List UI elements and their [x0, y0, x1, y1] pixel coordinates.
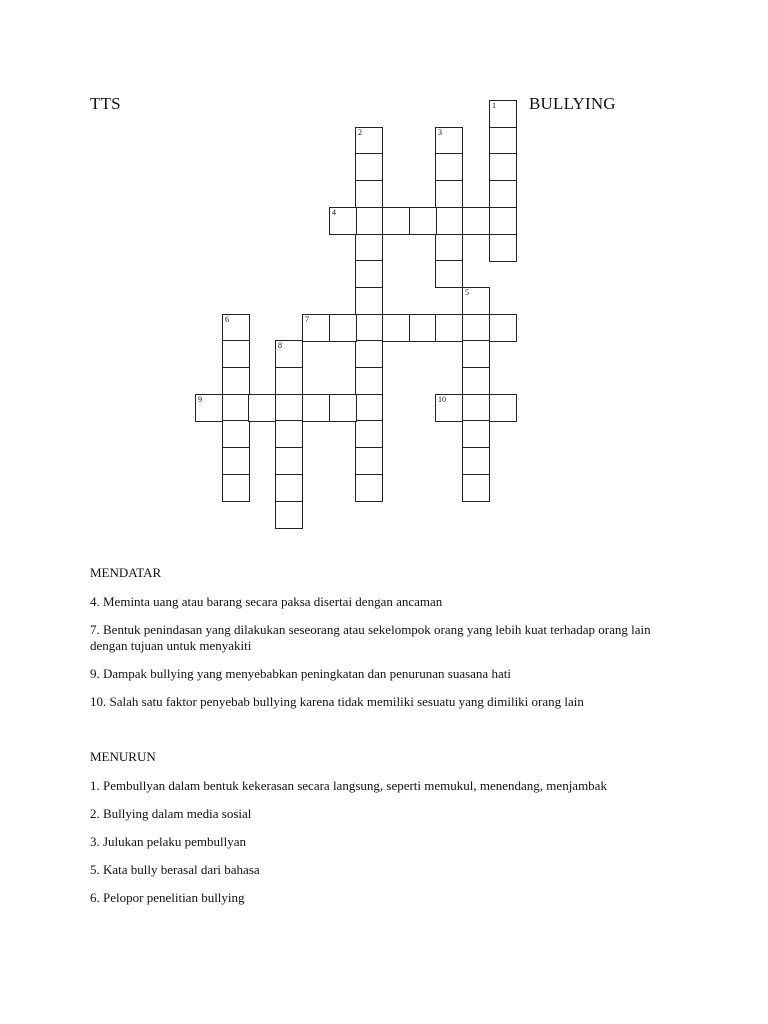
- grid-cell[interactable]: [275, 501, 303, 529]
- page-title-tts: TTS: [90, 94, 121, 113]
- grid-cell[interactable]: [355, 180, 383, 208]
- grid-cell[interactable]: [222, 447, 250, 475]
- grid-cell[interactable]: [462, 314, 490, 342]
- grid-cell[interactable]: [329, 207, 357, 235]
- grid-cell[interactable]: [462, 367, 490, 395]
- grid-cell[interactable]: [275, 340, 303, 368]
- grid-cell[interactable]: [489, 127, 517, 155]
- grid-cell[interactable]: [355, 260, 383, 288]
- grid-cell[interactable]: [275, 394, 303, 422]
- grid-cell[interactable]: [195, 394, 223, 422]
- grid-cell[interactable]: [222, 394, 250, 422]
- grid-cell[interactable]: [489, 234, 517, 262]
- grid-cell[interactable]: [222, 474, 250, 502]
- grid-cell[interactable]: [462, 207, 490, 235]
- grid-cell[interactable]: [435, 207, 463, 235]
- grid-cell[interactable]: [355, 394, 383, 422]
- clue-number-2: 2: [358, 128, 362, 137]
- down-clue-1: 1. Pembullyan dalam bentuk kekerasan secara langsung, seperti memukul, menendang, menjambak: [90, 778, 607, 793]
- grid-cell[interactable]: [462, 287, 490, 315]
- grid-cell[interactable]: [489, 153, 517, 181]
- grid-cell[interactable]: [462, 394, 490, 422]
- grid-cell[interactable]: [329, 394, 357, 422]
- clues-down-section: [90, 749, 680, 918]
- grid-cell[interactable]: [355, 447, 383, 475]
- grid-cell[interactable]: [275, 474, 303, 502]
- grid-cell[interactable]: [355, 127, 383, 155]
- across-clue-9: 9. Dampak bullying yang menyebabkan peningkatan dan penurunan suasana hati: [90, 666, 511, 681]
- grid-cell[interactable]: [435, 260, 463, 288]
- grid-cell[interactable]: [355, 207, 383, 235]
- clues-across-section: [90, 565, 680, 722]
- clue-number-6: 6: [225, 315, 229, 324]
- grid-cell[interactable]: [355, 340, 383, 368]
- grid-cell[interactable]: [435, 180, 463, 208]
- grid-cell[interactable]: [275, 420, 303, 448]
- grid-cell[interactable]: [355, 367, 383, 395]
- grid-cell[interactable]: [382, 207, 410, 235]
- grid-cell[interactable]: [222, 367, 250, 395]
- across-heading: MENDATAR: [90, 565, 162, 580]
- grid-cell[interactable]: [462, 340, 490, 368]
- grid-cell[interactable]: [222, 420, 250, 448]
- grid-cell[interactable]: [489, 100, 517, 128]
- grid-cell[interactable]: [355, 474, 383, 502]
- clue-number-5: 5: [465, 288, 469, 297]
- grid-cell[interactable]: [275, 447, 303, 475]
- grid-cell[interactable]: [382, 314, 410, 342]
- grid-cell[interactable]: [355, 420, 383, 448]
- grid-cell[interactable]: [435, 234, 463, 262]
- across-clue-4: 4. Meminta uang atau barang secara paksa disertai dengan ancaman: [90, 594, 443, 609]
- grid-cell[interactable]: [222, 340, 250, 368]
- across-clue-10: 10. Salah satu faktor penyebab bullying karena tidak memiliki sesuatu yang dimiliki orang lain: [90, 694, 584, 709]
- grid-cell[interactable]: [435, 153, 463, 181]
- page-title-topic: BULLYING: [529, 94, 616, 113]
- clue-number-10: 10: [438, 395, 446, 404]
- grid-cell[interactable]: [489, 394, 517, 422]
- clue-number-1: 1: [492, 101, 496, 110]
- grid-cell[interactable]: [275, 367, 303, 395]
- clue-number-8: 8: [278, 341, 282, 350]
- grid-cell[interactable]: [462, 474, 490, 502]
- grid-cell[interactable]: [355, 234, 383, 262]
- grid-cell[interactable]: [462, 420, 490, 448]
- down-clue-3: 3. Julukan pelaku pembullyan: [90, 834, 246, 849]
- clue-number-3: 3: [438, 128, 442, 137]
- down-clue-2: 2. Bullying dalam media sosial: [90, 806, 252, 821]
- grid-cell[interactable]: [222, 314, 250, 342]
- grid-cell[interactable]: [462, 447, 490, 475]
- grid-cell[interactable]: [489, 180, 517, 208]
- grid-cell[interactable]: [355, 153, 383, 181]
- grid-cell[interactable]: [409, 314, 437, 342]
- down-clue-5: 5. Kata bully berasal dari bahasa: [90, 862, 260, 877]
- across-clue-7: 7. Bentuk penindasan yang dilakukan seseorang atau sekelompok orang yang lebih kuat terhadap orang lain dengan tujuan untuk menyakiti: [90, 622, 651, 653]
- grid-cell[interactable]: [302, 394, 330, 422]
- grid-cell[interactable]: [435, 394, 463, 422]
- grid-cell[interactable]: [355, 287, 383, 315]
- grid-cell[interactable]: [409, 207, 437, 235]
- grid-cell[interactable]: [355, 314, 383, 342]
- down-clue-6: 6. Pelopor penelitian bullying: [90, 890, 245, 905]
- grid-cell[interactable]: [435, 127, 463, 155]
- grid-cell[interactable]: [329, 314, 357, 342]
- grid-cell[interactable]: [489, 207, 517, 235]
- grid-cell[interactable]: [435, 314, 463, 342]
- down-heading: MENURUN: [90, 749, 156, 764]
- clue-number-9: 9: [198, 395, 202, 404]
- clue-number-4: 4: [332, 208, 336, 217]
- grid-cell[interactable]: [489, 314, 517, 342]
- grid-cell[interactable]: [248, 394, 276, 422]
- clue-number-7: 7: [305, 315, 309, 324]
- grid-cell[interactable]: [302, 314, 330, 342]
